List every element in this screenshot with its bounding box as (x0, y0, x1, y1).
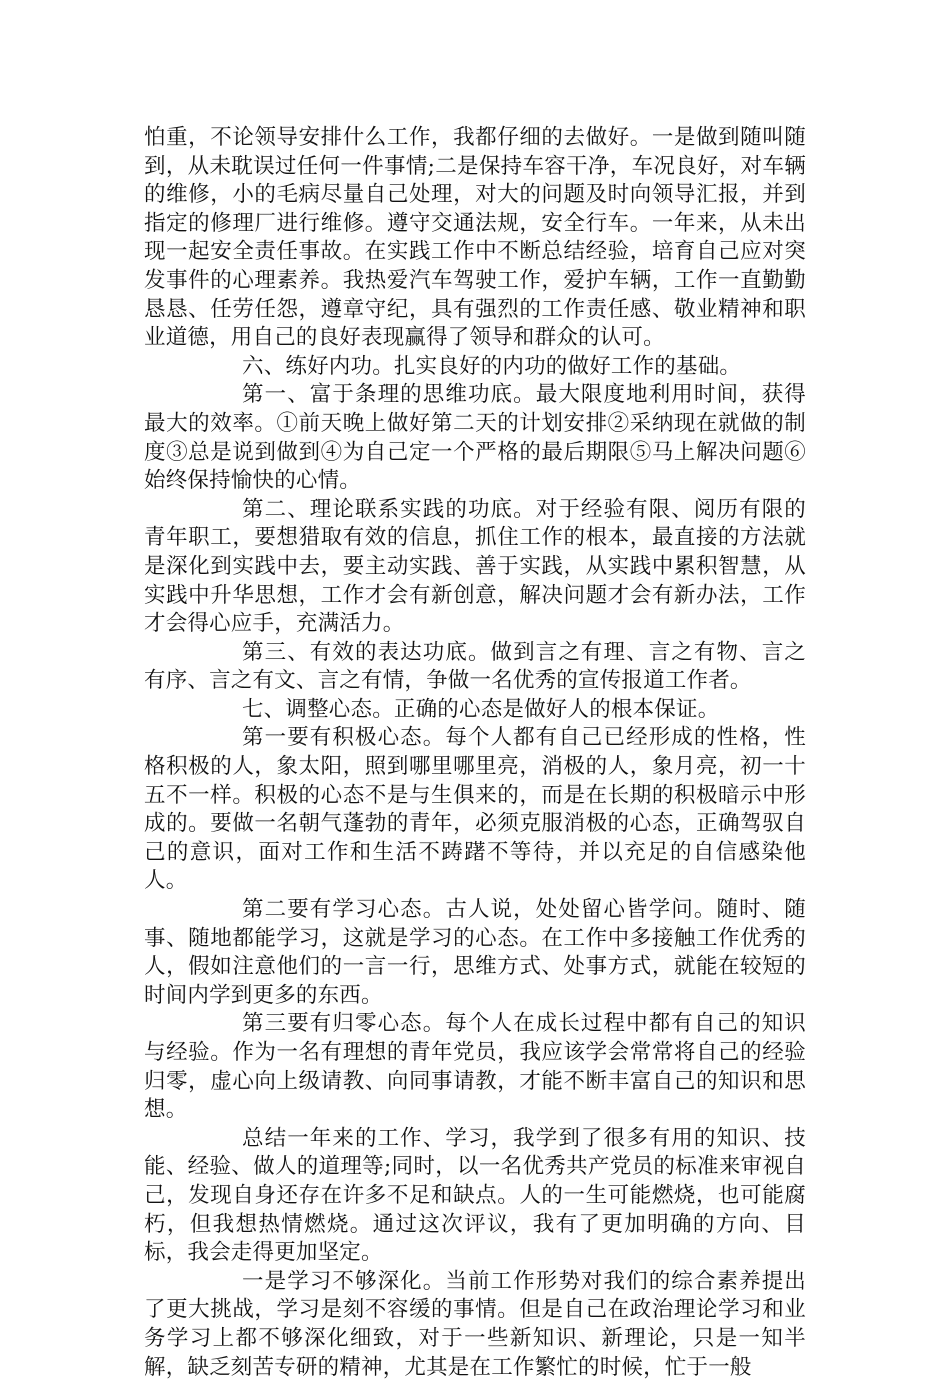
paragraph-learning-mindset: 第二要有学习心态。古人说，处处留心皆学问。随时、随事、随地都能学习，这就是学习的心态。在工作中多接触工作优秀的人，假如注意他们的一言一行，思维方式、处事方式，就能在较短的时间内学到更多的东西。 (144, 897, 806, 1008)
paragraph-zero-mindset: 第三要有归零心态。每个人在成长过程中都有自己的知识与经验。作为一名有理想的青年党员，我应该学会常常将自己的经验归零，虚心向上级请教、向同事请教，才能不断丰富自己的知识和思想。 (144, 1011, 806, 1123)
paragraph-positive-mindset: 第一要有积极心态。每个人都有自己已经形成的性格，性格积极的人，象太阳，照到哪里哪里亮，消极的人，象月亮，初一十五不一样。积极的心态不是与生俱来的，而是在长期的积极暗示中形成的。要做一名朝气蓬勃的青年，必须克服消极的心态，正确驾驭自己的意识，面对工作和生活不踌躇不等待，并以充足的自信感染他人。 (144, 725, 806, 894)
paragraph-year-summary: 总结一年来的工作、学习，我学到了很多有用的知识、技能、经验、做人的道理等;同时，以一名优秀共产党员的标准来审视自己，发现自身还存在许多不足和缺点。人的一生可能燃烧，也可能腐朽，但我想热情燃烧。通过这次评议，我有了更加明确的方向、目标，我会走得更加坚定。 (144, 1125, 806, 1266)
paragraph-theory-practice: 第二、理论联系实践的功底。对于经验有限、阅历有限的青年职工，要想猎取有效的信息，抓住工作的根本，最直接的方法就是深化到实践中去，要主动实践、善于实践，从实践中累积智慧，从实践中升华思想，工作才会有新创意，解决问题才会有新办法，工作才会得心应手，充满活力。 (144, 496, 806, 637)
paragraph-shortcoming-study: 一是学习不够深化。当前工作形势对我们的综合素养提出了更大挑战，学习是刻不容缓的事情。但是自己在政治理论学习和业务学习上都不够深化细致，对于一些新知识、新理论，只是一知半解，缺乏刻苦专研的精神，尤其是在工作繁忙的时候，忙于一般 (144, 1268, 806, 1380)
paragraph-section-6-heading: 六、练好内功。扎实良好的内功的做好工作的基础。 (242, 353, 742, 379)
paragraph-expression-skill: 第三、有效的表达功底。做到言之有理、言之有物、言之有序、言之有文、言之有情，争做一名优秀的宣传报道工作者。 (144, 639, 806, 694)
paragraph-continued: 怕重，不论领导安排什么工作，我都仔细的去做好。一是做到随叫随到，从未耽误过任何一件事情;二是保持车容干净，车况良好，对车辆的维修，小的毛病尽量自己处理，对大的问题及时向领导汇报，并到指定的修理厂进行维修。遵守交通法规，安全行车。一年来，从未出现一起安全责任事故。在实践工作中不断总结经验，培育自己应对突发事件的心理素养。我热爱汽车驾驶工作，爱护车辆，工作一直勤勤恳恳、任劳任怨，遵章守纪，具有强烈的工作责任感、敬业精神和职业道德，用自己的良好表现赢得了领导和群众的认可。 (144, 125, 806, 351)
paragraph-thinking-foundation: 第一、富于条理的思维功底。最大限度地利用时间，获得最大的效率。①前天晚上做好第二天的计划安排②采纳现在就做的制度③总是说到做到④为自己定一个严格的最后期限⑤马上解决问题⑥始终保持愉快的心情。 (144, 382, 806, 494)
document-body (144, 124, 806, 1382)
paragraph-section-7-heading: 七、调整心态。正确的心态是做好人的根本保证。 (242, 696, 720, 722)
